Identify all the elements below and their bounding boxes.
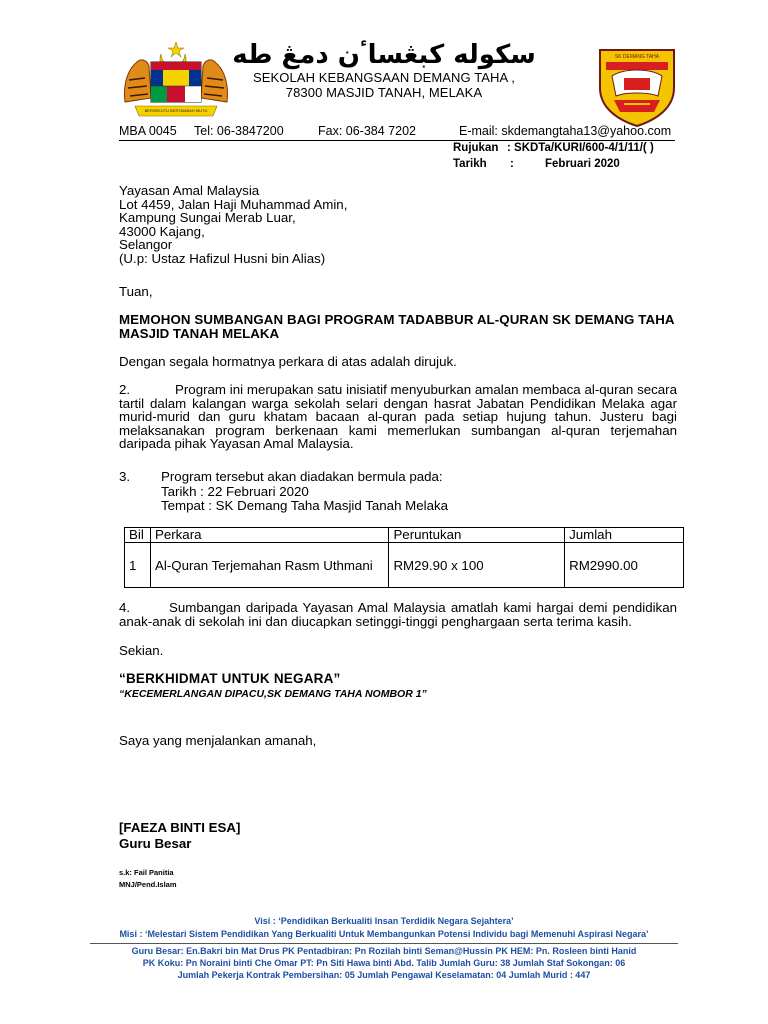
paragraph-4 <box>119 601 677 628</box>
recipient-line: (U.p: Ustaz Hafizul Husni bin Alias) <box>119 250 326 266</box>
telephone: Tel: 06-3847200 <box>194 124 284 138</box>
rujukan-label: Rujukan <box>453 142 499 154</box>
table-cell: 1 <box>125 543 151 588</box>
table-cell: Al-Quran Terjemahan Rasm Uthmani <box>150 543 388 588</box>
closing: Sekian. <box>119 643 164 658</box>
footer-staff-2: PK Koku: Pn Noraini binti Che Omar PT: Pn Siti Hawa binti Abd. Talib Jumlah Guru: 38 Jumlah Staf Sokongan: 06 <box>142 958 626 968</box>
footer-staff-3: Jumlah Pekerja Kontrak Pembersihan: 05 Jumlah Pengawal Keselamatan: 04 Jumlah Murid : 447 <box>177 970 591 980</box>
table-cell: RM29.90 x 100 <box>389 543 565 588</box>
footer-visi: Visi : ‘Pendidikan Berkualiti Insan Terdidik Negara Sejahtera’ <box>254 916 514 926</box>
motto-1: “BERKHIDMAT UNTUK NEGARA” <box>119 671 341 686</box>
paragraph-3-number: 3. <box>119 469 131 484</box>
event-venue: Tempat : SK Demang Taha Masjid Tanah Melaka <box>161 498 449 513</box>
signatory-title: Guru Besar <box>119 836 192 851</box>
event-date: Tarikh : 22 Februari 2020 <box>161 484 309 499</box>
paragraph-1: Dengan segala hormatnya perkara di atas adalah dirujuk. <box>119 354 457 369</box>
table-row <box>125 543 684 588</box>
recipient-line: Yayasan Amal Malaysia <box>119 183 260 198</box>
footer-staff-1: Guru Besar: En.Bakri bin Mat Drus PK Pentadbiran: Pn Rozilah binti Seman@Hussin PK HEM: Pn. Rosleen binti Hanid <box>131 946 637 956</box>
table-cell: RM2990.00 <box>565 543 684 588</box>
tarikh-colon: : <box>510 158 514 170</box>
footer-misi: Misi : ‘Melestari Sistem Pendidikan Yang Berkualiti Untuk Membangunkan Potensi Individu bagi Memenuhi Aspirasi Negara’ <box>119 929 649 939</box>
table-header-cell: Bil <box>125 528 151 543</box>
tarikh-value: Februari 2020 <box>545 158 620 170</box>
fax: Fax: 06-384 7202 <box>318 124 416 138</box>
salutation: Tuan, <box>119 284 153 299</box>
paragraph-2-number: 2. <box>119 382 131 397</box>
signatory-name: [FAEZA BINTI ESA] <box>119 820 241 835</box>
badge-text: SK DEMANG TAHA <box>614 54 660 60</box>
school-badge-logo <box>594 44 680 128</box>
motto-2: “KECEMERLANGAN DIPACU,SK DEMANG TAHA NOMBOR 1” <box>119 688 427 700</box>
subject-line-1: MEMOHON SUMBANGAN BAGI PROGRAM TADABBUR AL-QURAN SK DEMANG TAHA <box>119 312 675 327</box>
footer-divider <box>90 943 678 944</box>
recipient-line: Kampung Sungai Merab Luar, <box>119 210 296 225</box>
paragraph-4-text: Sumbangan daripada Yayasan Amal Malaysia amatlah kami hargai demi pendidikan anak-anak di sekolah ini dan diucapkan setinggi-tinggi penghargaan serta terima kasih. <box>119 600 677 629</box>
recipient-address <box>119 184 347 265</box>
paragraph-2-text: Program ini merupakan satu inisiatif menyuburkan amalan membaca al-quran secara tartil dalam kalangan warga sekolah selari dengan hasrat Jabatan Pendidikan Melaka agar murid-murid dan guru khatam bacaan al-quran pada setiap hujung tahun. Justeru bagi melaksanakan program berkenaan kami memerlukan sumbangan al-quran terjemahan daripada pihak Yayasan Amal Malaysia. <box>119 382 677 451</box>
crest-motto: BERSEKUTU BERTAMBAH MUTU <box>144 108 208 113</box>
table-header-cell: Peruntukan <box>389 528 565 543</box>
cc-line-1: s.k: Fail Panitia <box>119 868 174 877</box>
school-code: MBA 0045 <box>119 124 177 138</box>
table-header-cell: Jumlah <box>565 528 684 543</box>
table-header-row <box>125 528 684 543</box>
sign-off: Saya yang menjalankan amanah, <box>119 733 317 748</box>
paragraph-2 <box>119 383 677 451</box>
email: E-mail: skdemangtaha13@yahoo.com <box>459 124 672 138</box>
tarikh-label: Tarikh <box>453 158 487 170</box>
rujukan-value: : SKDTa/KURI/600-4/1/11/( ) <box>507 142 654 154</box>
contribution-table <box>124 527 684 588</box>
paragraph-3-text: Program tersebut akan diadakan bermula pada: <box>161 469 443 484</box>
recipient-line: Lot 4459, Jalan Haji Muhammad Amin, <box>119 196 348 212</box>
school-address: 78300 MASJID TANAH, MELAKA <box>285 85 483 100</box>
school-name: SEKOLAH KEBANGSAAN DEMANG TAHA , <box>252 70 516 85</box>
school-name-jawi: سکوله کبڠساٴن دمڠ طه <box>232 40 536 70</box>
paragraph-4-number: 4. <box>119 600 131 615</box>
subject-line-2: MASJID TANAH MELAKA <box>119 326 280 341</box>
cc-line-2: MNJ/Pend.Islam <box>119 880 177 889</box>
table-header-cell: Perkara <box>150 528 388 543</box>
recipient-line: 43000 Kajang, <box>119 223 205 239</box>
recipient-line: Selangor <box>119 237 173 252</box>
header-divider <box>119 140 675 141</box>
